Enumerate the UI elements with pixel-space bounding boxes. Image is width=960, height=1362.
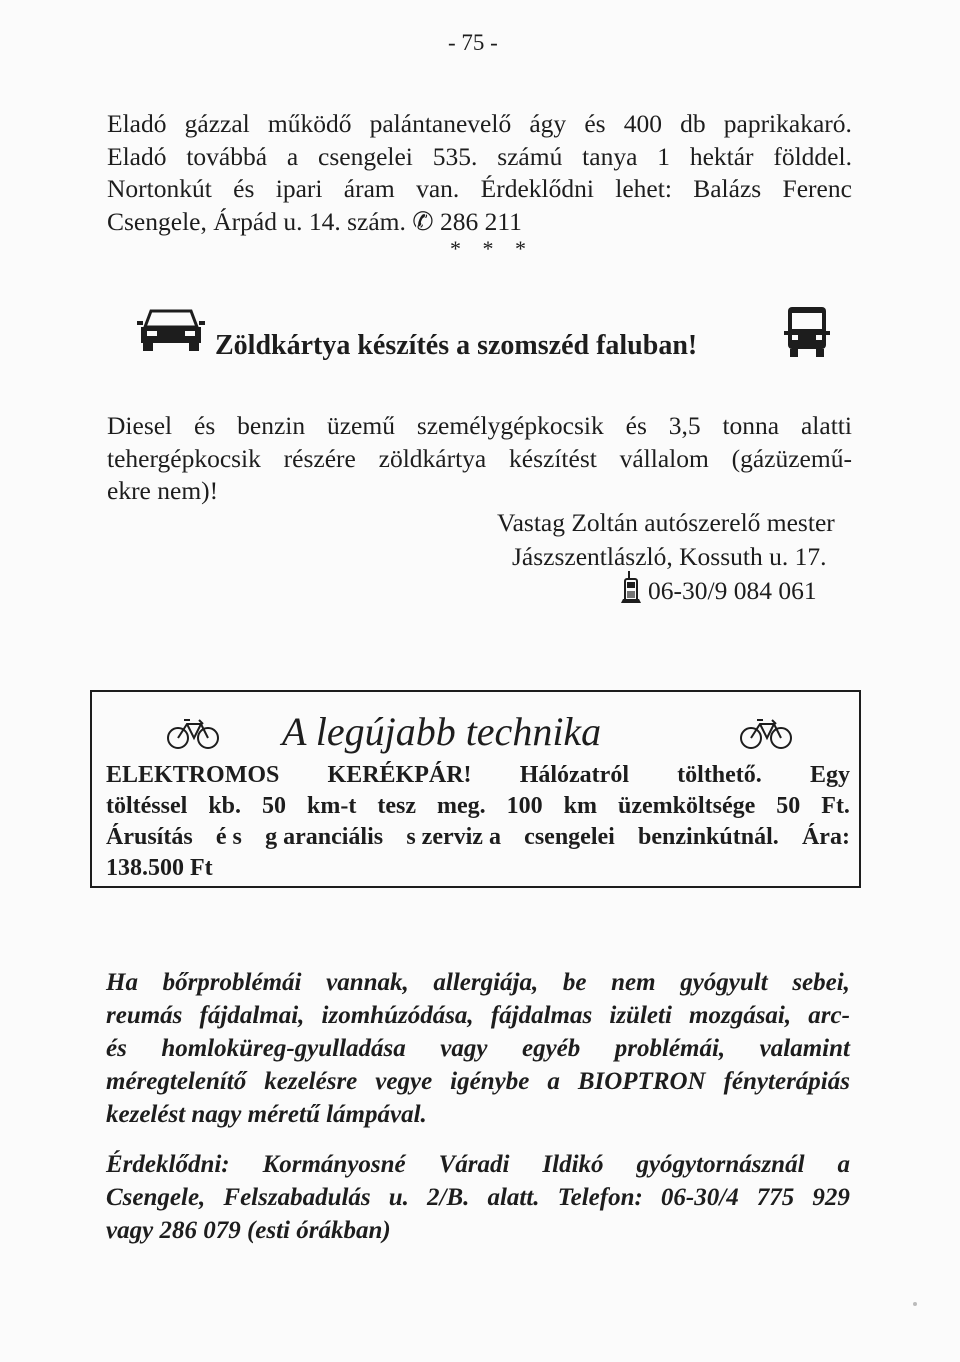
- word: Telefon:: [557, 1184, 643, 1211]
- ad-greenhouse: [107, 108, 852, 238]
- word: 929: [812, 1184, 850, 1211]
- word: ipari: [275, 174, 323, 203]
- car-icon: [137, 305, 205, 355]
- word: Hálózatról: [519, 762, 629, 788]
- word: tanya: [582, 141, 638, 171]
- word: problémái,: [614, 1035, 726, 1062]
- word: palántanevelő: [369, 109, 512, 138]
- word: bőrproblémái: [162, 969, 302, 996]
- contact-line: [106, 1214, 850, 1247]
- bicycle-icon: [740, 716, 792, 750]
- word: vegye: [375, 1068, 433, 1095]
- word: Ára:: [801, 824, 850, 850]
- word: alatti: [800, 411, 852, 440]
- word: benzinkútnál.: [638, 824, 779, 850]
- word: Eladó: [107, 109, 167, 138]
- word: méregtelenítő: [106, 1068, 247, 1095]
- word: fájdalmai,: [199, 1002, 305, 1029]
- word: homloküreg-gyulladása: [161, 1035, 406, 1062]
- word: igénybe: [450, 1068, 530, 1095]
- word: kezelést nagy méretű lámpával.: [106, 1101, 427, 1128]
- word: ekre nem)!: [107, 476, 219, 505]
- green-card-heading: Zöldkártya készítés a szomszéd faluban!: [215, 330, 698, 361]
- word: földdel.: [773, 141, 852, 171]
- bioptron-line: [106, 966, 850, 999]
- word: vállalom: [619, 443, 709, 473]
- word: gyógytornásznál: [636, 1151, 805, 1178]
- word: u.: [388, 1184, 409, 1211]
- signature-name: Vastag Zoltán autószerelő mester: [497, 508, 835, 537]
- word: készítést: [509, 443, 597, 473]
- green-card-body: [107, 410, 852, 508]
- word: töltéssel: [106, 793, 188, 819]
- word: Árusítás: [106, 824, 193, 850]
- word: 535.: [432, 141, 478, 171]
- word: reumás: [106, 1002, 183, 1029]
- bioptron-contact: [106, 1148, 850, 1247]
- word: 1: [657, 141, 670, 171]
- word: db: [680, 109, 706, 138]
- word: é s: [215, 824, 242, 850]
- word: BIOPTRON: [577, 1068, 706, 1095]
- word: km-t: [307, 793, 357, 819]
- word: továbbá: [186, 141, 268, 171]
- ad-greenhouse-line: [107, 173, 852, 206]
- word: Balázs: [693, 174, 762, 203]
- separator-stars: * * *: [450, 236, 534, 261]
- bike-ad-title: A legújabb technika: [282, 709, 602, 754]
- word: Nortonkút: [107, 174, 212, 203]
- bioptron-line: [106, 1065, 850, 1098]
- word: és: [584, 109, 606, 138]
- word: vagy 286 079 (esti órákban): [106, 1217, 391, 1244]
- word: Felszabadulás: [223, 1184, 371, 1211]
- word: Érdeklődni: [480, 174, 594, 203]
- word: 06-30/4: [660, 1184, 739, 1211]
- bike-ad-line: [106, 853, 850, 884]
- word: lehet:: [615, 174, 672, 203]
- word: Ft.: [821, 793, 850, 819]
- ad-greenhouse-line: [107, 108, 852, 141]
- word: a: [837, 1151, 850, 1178]
- word: 400: [623, 109, 662, 138]
- word: 138.500 Ft: [106, 855, 213, 881]
- word: be: [562, 969, 587, 996]
- word: üzemű: [326, 411, 395, 440]
- contact-line: [106, 1148, 850, 1181]
- green-card-line: [107, 410, 852, 443]
- word: fényterápiás: [723, 1068, 850, 1095]
- word: áram: [343, 174, 395, 203]
- bioptron-line: [106, 1032, 850, 1065]
- bioptron-ad: [106, 966, 850, 1131]
- word: van.: [416, 174, 460, 203]
- word: 775: [756, 1184, 795, 1211]
- word: benzin: [237, 411, 306, 440]
- ad-greenhouse-line: [107, 141, 852, 174]
- word: KERÉKPÁR!: [327, 762, 472, 788]
- word: 3,5: [668, 411, 701, 440]
- word: egyéb: [521, 1035, 581, 1062]
- word: gyógyult: [680, 969, 768, 996]
- word: alatt.: [487, 1184, 540, 1211]
- word: csengelei: [318, 141, 413, 171]
- green-card-line: [107, 475, 852, 508]
- word: működő: [267, 109, 352, 138]
- contact-line: [106, 1181, 850, 1214]
- word: vannak,: [326, 969, 409, 996]
- word: sebei,: [792, 969, 850, 996]
- word: (gázüzemű-: [731, 443, 852, 473]
- word: meg.: [436, 793, 486, 819]
- word: g aranciális: [265, 824, 384, 850]
- bioptron-line: [106, 999, 850, 1032]
- word: gázzal: [184, 109, 250, 138]
- word: izomhúzódása,: [321, 1002, 474, 1029]
- word: ELEKTROMOS: [106, 762, 280, 788]
- word: s zerviz a: [406, 824, 501, 850]
- bike-ad-body: [106, 760, 850, 884]
- page-speck: [913, 1302, 917, 1306]
- word: nem: [611, 969, 656, 996]
- bioptron-line: [106, 1098, 850, 1131]
- word: személygépkocsik: [416, 411, 604, 440]
- word: tölthető.: [677, 762, 762, 788]
- word: Csengele,: [106, 1184, 206, 1211]
- word: valamint: [759, 1035, 850, 1062]
- word: fájdalmas: [490, 1002, 593, 1029]
- word: és: [106, 1035, 127, 1062]
- word: ágy: [529, 109, 567, 138]
- ad-greenhouse-line: [107, 206, 852, 239]
- word: 50: [776, 793, 801, 819]
- bike-ad-line: [106, 760, 850, 791]
- mobile-phone-icon: [621, 571, 643, 605]
- word: km: [563, 793, 597, 819]
- word: a: [547, 1068, 560, 1095]
- word: Egy: [809, 762, 850, 788]
- word: Diesel: [107, 411, 173, 440]
- word: paprikakaró.: [723, 109, 852, 138]
- word: Ha: [106, 969, 138, 996]
- word: 100: [506, 793, 543, 819]
- word: mozgásai,: [689, 1002, 792, 1029]
- word: hektár: [689, 141, 754, 171]
- signature-phone: 06-30/9 084 061: [648, 576, 817, 605]
- word: tehergépkocsik: [107, 443, 261, 473]
- bike-ad-line: [106, 822, 850, 853]
- word: Eladó: [107, 141, 167, 171]
- word: Kormányosné: [262, 1151, 406, 1178]
- bicycle-icon: [167, 716, 219, 750]
- word: kezelésre: [264, 1068, 358, 1095]
- word: arc-: [808, 1002, 850, 1029]
- word: a: [286, 141, 299, 171]
- word: vagy: [440, 1035, 488, 1062]
- word: izületi: [609, 1002, 672, 1029]
- word: részére: [283, 443, 356, 473]
- word: allergiája,: [433, 969, 539, 996]
- word: Váradi: [438, 1151, 510, 1178]
- word: kb.: [208, 793, 242, 819]
- bike-ad-line: [106, 791, 850, 822]
- word: tesz: [377, 793, 416, 819]
- signature-address: Jászszentlászló, Kossuth u. 17.: [512, 542, 827, 571]
- word: Csengele, Árpád u. 14. szám. ✆ 286 211: [107, 206, 522, 236]
- word: zöldkártya: [378, 443, 487, 473]
- word: üzemköltsége: [617, 793, 756, 819]
- page-number: - 75 -: [448, 30, 498, 55]
- word: 2/B.: [427, 1184, 470, 1211]
- word: Ildikó: [542, 1151, 604, 1178]
- word: tonna: [722, 411, 780, 440]
- word: Érdeklődni:: [106, 1151, 230, 1178]
- word: és: [625, 411, 647, 440]
- bus-icon: [782, 305, 832, 360]
- word: Ferenc: [782, 174, 852, 203]
- word: és: [233, 174, 255, 203]
- word: 50: [262, 793, 287, 819]
- word: és: [194, 411, 216, 440]
- word: számú: [497, 141, 563, 171]
- word: csengelei: [524, 824, 615, 850]
- green-card-line: [107, 443, 852, 476]
